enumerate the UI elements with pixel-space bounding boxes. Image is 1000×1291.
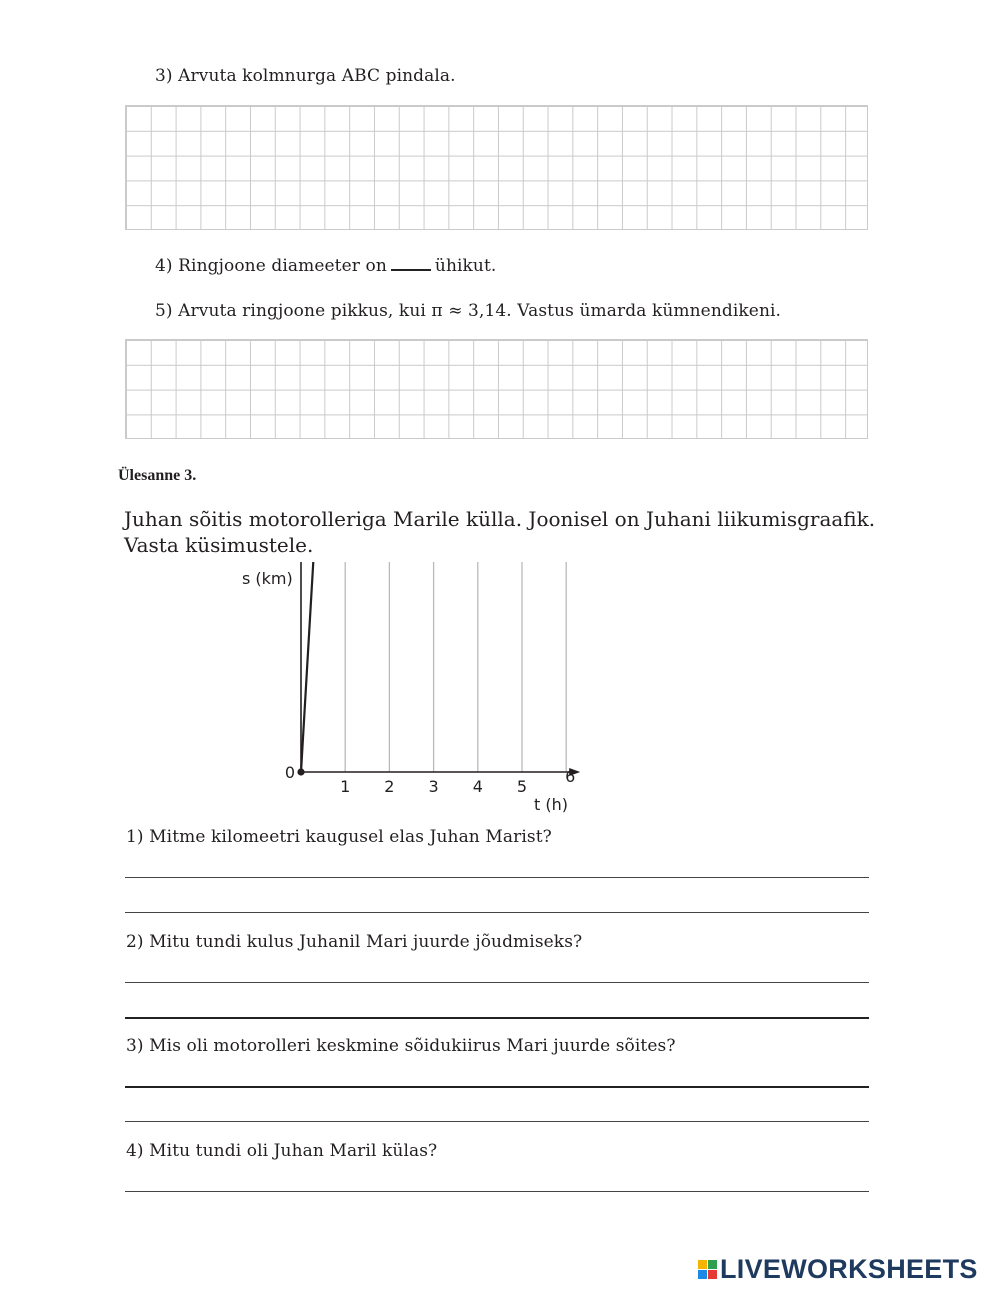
chart-ticks bbox=[275, 562, 576, 796]
task-question-2: 2) Mitu tundi kulus Juhanil Mari juurde jõudmiseks? bbox=[126, 932, 583, 952]
question-4-suffix: ühikut. bbox=[434, 256, 497, 276]
data-point bbox=[297, 768, 304, 775]
y-axis-label: s (km) bbox=[242, 569, 293, 588]
chart-axes bbox=[297, 562, 580, 776]
answer-line[interactable] bbox=[125, 1121, 869, 1122]
answer-line[interactable] bbox=[125, 1017, 869, 1019]
chart-grid bbox=[301, 562, 566, 772]
motion-chart bbox=[230, 562, 590, 817]
x-tick-label: 6 bbox=[565, 767, 576, 786]
answer-grid-1[interactable] bbox=[125, 105, 868, 230]
question-3: 3) Arvuta kolmnurga ABC pindala. bbox=[155, 66, 456, 86]
liveworksheets-logo bbox=[698, 1254, 978, 1285]
answer-line[interactable] bbox=[125, 982, 869, 983]
x-tick-label: 1 bbox=[340, 777, 351, 796]
question-5: 5) Arvuta ringjoone pikkus, kui π ≈ 3,14. Vastus ümarda kümnendikeni. bbox=[155, 301, 782, 321]
x-tick-label: 5 bbox=[516, 777, 528, 796]
x-tick-label: 4 bbox=[472, 777, 483, 796]
task-question-3: 3) Mis oli motorolleri keskmine sõidukiirus Mari juurde sõites? bbox=[126, 1036, 676, 1056]
question-4 bbox=[155, 255, 496, 276]
answer-line[interactable] bbox=[125, 877, 869, 878]
answer-line[interactable] bbox=[125, 912, 869, 913]
x-axis-label: t (h) bbox=[534, 795, 568, 814]
chart-series bbox=[297, 562, 525, 776]
logo-blocks-icon bbox=[698, 1260, 717, 1279]
task-intro: Juhan sõitis motorolleriga Marile külla. Joonisel on Juhani liikumisgraafik. Vasta küsimustele. bbox=[124, 507, 876, 557]
task-question-4: 4) Mitu tundi oli Juhan Maril külas? bbox=[126, 1141, 438, 1161]
answer-grid-2[interactable] bbox=[125, 339, 868, 439]
task-heading: Ülesanne 3. bbox=[118, 467, 197, 484]
x-tick-label: 2 bbox=[384, 777, 395, 796]
question-4-prefix: 4) Ringjoone diameeter on bbox=[155, 256, 387, 276]
answer-line[interactable] bbox=[125, 1191, 869, 1192]
logo-text: LIVEWORKSHEETS bbox=[720, 1254, 978, 1284]
series-line bbox=[301, 562, 522, 772]
task-question-1: 1) Mitme kilomeetri kaugusel elas Juhan Marist? bbox=[126, 827, 552, 847]
answer-line[interactable] bbox=[125, 1086, 869, 1088]
x-tick-label: 3 bbox=[428, 777, 439, 796]
y-tick-label: 0 bbox=[284, 763, 295, 782]
diameter-blank[interactable] bbox=[391, 255, 431, 271]
